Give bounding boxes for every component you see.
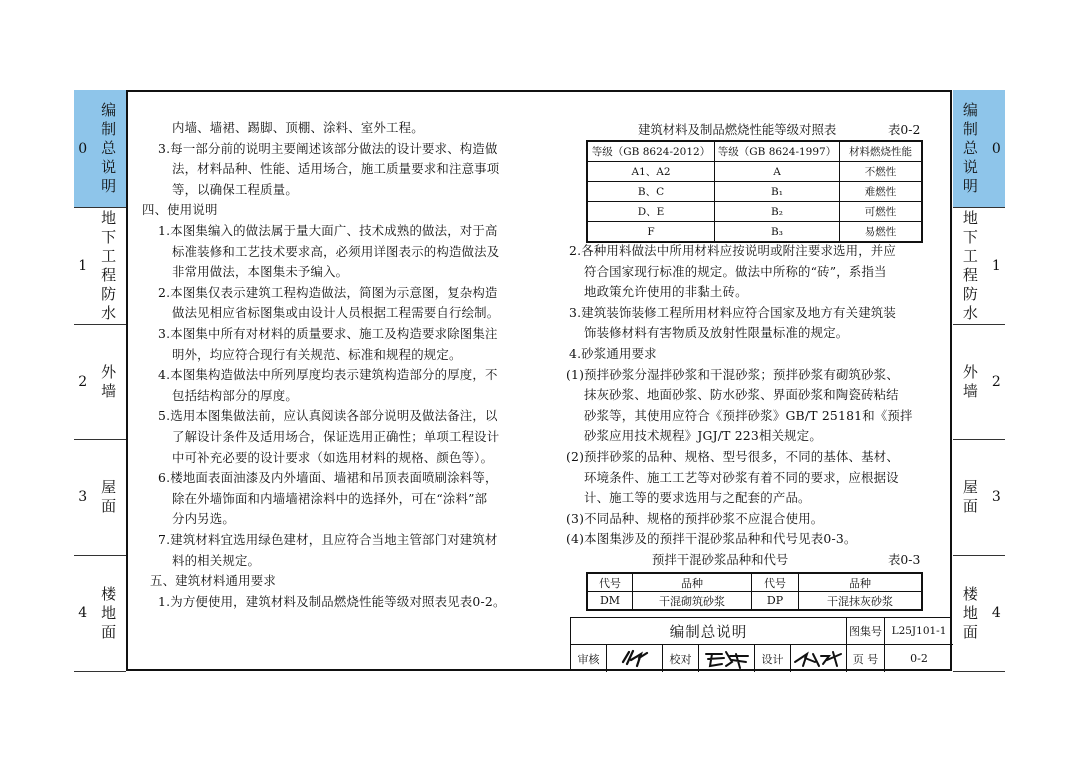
tab-label-char: 制	[101, 120, 117, 138]
fire-rating-table	[586, 140, 923, 243]
table-cell: 易燃性	[840, 222, 923, 243]
text-line: 除在外墙饰面和内墙墙裙涂料中的选择外，可在“涂料”部	[172, 490, 488, 506]
text-line: 1.为方便使用，建筑材料及制品燃烧性能等级对照表见表0-2。	[158, 593, 506, 609]
tab-label-char: 程	[962, 265, 978, 284]
tab-label-char: 明	[962, 177, 978, 195]
tab-label	[91, 363, 126, 401]
tab-label-char: 工	[101, 246, 117, 265]
text-line: 环境条件、施工工艺等对砂浆有着不同的要求，应根据设	[584, 469, 899, 485]
tab-label	[91, 585, 126, 642]
tab-label-char: 面	[101, 497, 117, 515]
review-signature	[607, 645, 663, 672]
tab-divider	[953, 324, 1005, 325]
tab-label-char: 工	[962, 246, 978, 265]
tab-label-char: 下	[101, 227, 117, 246]
table-cell: DM	[587, 592, 633, 611]
table-0-3-number: 表0-3	[888, 552, 921, 567]
tab-number: 1	[991, 257, 1001, 274]
table-row	[587, 592, 922, 611]
tab-divider	[953, 207, 1005, 208]
text-line: 包括结构部分的厚度。	[172, 387, 298, 403]
tab-number: 4	[78, 605, 88, 621]
right-tab-1[interactable]	[953, 207, 1005, 324]
tab-label-char: 编	[101, 101, 117, 119]
table-header: 品种	[799, 573, 923, 592]
tab-number: 2	[991, 373, 1001, 390]
text-line: 等，以确保工程质量。	[172, 181, 298, 197]
tab-label-char: 面	[962, 497, 978, 515]
tab-label-char: 程	[101, 265, 117, 284]
tab-label-char: 明	[101, 177, 117, 195]
tab-label-char: 墙	[962, 381, 978, 400]
table-row	[587, 162, 922, 182]
text-line: (2)预拌砂浆的品种、规格、型号很多，不同的基体、基材、	[566, 449, 899, 464]
tab-label-char: 水	[962, 303, 978, 322]
tab-label-char: 地	[962, 603, 978, 622]
text-line: 6.楼地面表面油漆及内外墙面、墙裙和吊顶表面喷刷涂料等，	[158, 470, 498, 486]
text-line: 五、建筑材料通用要求	[150, 573, 276, 589]
tab-label-char: 说	[101, 158, 117, 176]
left-tab-1[interactable]	[74, 207, 126, 324]
tab-label	[91, 101, 126, 196]
tab-divider	[74, 555, 126, 556]
table-row	[587, 202, 922, 222]
table-cell: A1、A2	[587, 162, 715, 182]
text-line: 四、使用说明	[142, 202, 218, 218]
atlas-number: L25J101-1	[885, 618, 953, 645]
drawing-title: 编制总说明	[571, 618, 847, 645]
tab-label-char: 说	[962, 158, 978, 176]
tab-label-char: 面	[101, 622, 117, 641]
tab-number: 0	[991, 140, 1001, 157]
table-row	[587, 182, 922, 202]
mortar-code-table	[586, 572, 923, 611]
table-cell: DP	[752, 592, 799, 611]
text-line: 4.本图集构造做法中所列厚度均表示建筑构造部分的厚度，不	[158, 367, 498, 383]
left-tab-2[interactable]	[74, 324, 126, 439]
tab-label-char: 面	[962, 622, 978, 641]
text-line: 4.砂浆通用要求	[569, 346, 657, 361]
design-label: 设计	[755, 645, 791, 672]
tab-number: 3	[991, 489, 1001, 505]
text-line: 内墙、墙裙、踢脚、顶棚、涂料、室外工程。	[172, 120, 424, 135]
text-line: 标准装修和工艺技术要求高，必须用详图表示的构造做法及	[172, 243, 500, 259]
table-row	[587, 222, 922, 243]
tab-divider	[953, 671, 1005, 672]
text-line: 分内另选。	[172, 511, 235, 527]
text-line: 地政策允许使用的非黏土砖。	[584, 284, 748, 300]
tab-label-char: 楼	[962, 584, 978, 603]
table-header: 代号	[587, 573, 633, 592]
tab-label	[91, 209, 126, 323]
tab-label-char: 总	[101, 139, 117, 157]
table-header: 等级（GB 8624-1997）	[715, 141, 840, 162]
tab-label	[953, 101, 988, 196]
tab-label-char: 墙	[101, 381, 117, 400]
table-cell: B、C	[587, 182, 715, 202]
text-line: 做法见相应省标图集或由设计人员根据工程需要自行绘制。	[172, 305, 500, 321]
tab-label-char: 外	[962, 362, 978, 381]
text-line: 2.本图集仅表示建筑工程构造做法，简图为示意图，复杂构造	[158, 284, 498, 300]
table-cell: A	[715, 162, 840, 182]
text-line: 法，材料品种、性能、适用场合，施工质量要求和注意事项	[172, 161, 500, 177]
table-cell: 干混抹灰砂浆	[799, 592, 923, 611]
tab-label-char: 屋	[962, 478, 978, 496]
text-line: 符合国家现行标准的规定。做法中所称的“砖”，系指当	[584, 263, 887, 279]
tab-number: 2	[78, 373, 88, 390]
table-cell: B₃	[715, 222, 840, 243]
tab-label-char: 地	[101, 603, 117, 622]
page-label: 页 号	[847, 645, 885, 672]
text-line: 非常用做法，本图集未予编入。	[172, 264, 349, 280]
tab-label	[953, 585, 988, 642]
text-line: 抹灰砂浆、地面砂浆、防水砂浆、界面砂浆和陶瓷砖粘结	[584, 387, 899, 403]
text-line: (1)预拌砂浆分湿拌砂浆和干混砂浆；预拌砂浆有砌筑砂浆、	[566, 366, 899, 382]
tab-divider	[74, 439, 126, 440]
tab-label	[91, 478, 126, 516]
table-cell: D、E	[587, 202, 715, 222]
tab-label-char: 编	[962, 101, 978, 119]
check-label: 校对	[663, 645, 699, 672]
tab-label-char: 总	[962, 139, 978, 157]
tab-label-char: 楼	[101, 584, 117, 603]
tab-label	[953, 478, 988, 516]
table-0-2-title: 建筑材料及制品燃烧性能等级对照表	[638, 122, 837, 137]
tab-number: 0	[78, 140, 88, 157]
text-line: 了解设计条件及适用场合，保证选用正确性；单项工程设计	[172, 429, 500, 444]
tab-number: 4	[991, 605, 1001, 621]
table-cell: 不燃性	[840, 162, 923, 182]
check-signature	[699, 645, 755, 672]
right-tab-4[interactable]	[953, 555, 1005, 671]
tab-label-char: 防	[962, 284, 978, 303]
table-header: 品种	[633, 573, 752, 592]
text-line: (4)本图集涉及的预拌干混砂浆品种和代号见表0-3。	[566, 531, 857, 547]
text-line: 砂浆应用技术规程》JGJ/T 223相关规定。	[584, 428, 822, 444]
table-header: 代号	[752, 573, 799, 592]
tab-divider	[74, 671, 126, 672]
text-line: 饰装修材料有害物质及放射性限量标准的规定。	[584, 325, 849, 341]
text-line: 3.本图集中所有对材料的质量要求、施工及构造要求除图集注	[158, 326, 498, 341]
tab-divider	[74, 324, 126, 325]
tab-divider	[953, 555, 1005, 556]
text-line: 3.每一部分前的说明主要阐述该部分做法的设计要求、构造做	[158, 140, 498, 156]
tab-label-char: 制	[962, 120, 978, 138]
table-cell: 可燃性	[840, 202, 923, 222]
table-cell: B₁	[715, 182, 840, 202]
tab-divider	[74, 207, 126, 208]
title-block	[570, 617, 952, 671]
table-0-2-number: 表0-2	[888, 122, 921, 137]
tab-label-char: 地	[962, 208, 978, 227]
atlas-label: 图集号	[847, 618, 885, 645]
tab-label-char: 外	[101, 362, 117, 381]
table-header: 等级（GB 8624-2012）	[587, 141, 715, 162]
table-cell: 难燃性	[840, 182, 923, 202]
text-line: 3.建筑装饰装修工程所用材料应符合国家及地方有关建筑装	[569, 304, 896, 320]
text-line: 料的相关规定。	[172, 552, 261, 568]
text-line: 计、施工等的要求选用与之配套的产品。	[584, 490, 811, 506]
left-tab-3[interactable]	[74, 439, 126, 555]
right-tab-2[interactable]	[953, 324, 1005, 439]
tab-label-char: 屋	[101, 478, 117, 496]
table-cell: 干混砌筑砂浆	[633, 592, 752, 611]
tab-label-char: 防	[101, 284, 117, 303]
text-line: 2.各种用料做法中所用材料应按说明或附注要求选用，并应	[569, 243, 896, 258]
table-cell: B₂	[715, 202, 840, 222]
text-line: (3)不同品种、规格的预拌砂浆不应混合使用。	[566, 510, 824, 526]
tab-number: 3	[78, 489, 88, 505]
text-line: 5.选用本图集做法前，应认真阅读各部分说明及做法备注，以	[158, 408, 498, 424]
tab-label	[953, 363, 988, 401]
page-number: 0-2	[910, 652, 928, 665]
tab-label-char: 地	[101, 208, 117, 227]
right-tab-3[interactable]	[953, 439, 1005, 555]
table-header: 材料燃烧性能	[840, 141, 923, 162]
text-line: 明外，均应符合现行有关规范、标准和规程的规定。	[172, 346, 462, 362]
left-tab-4[interactable]	[74, 555, 126, 671]
table-0-3-title: 预拌干混砂浆品种和代号	[652, 552, 789, 567]
tab-divider	[953, 439, 1005, 440]
tab-label-char: 下	[962, 227, 978, 246]
text-line: 中可补充必要的设计要求（如选用材料的规格、颜色等）。	[172, 449, 494, 465]
text-line: 7.建筑材料宜选用绿色建材，且应符合当地主管部门对建筑材	[158, 532, 498, 547]
text-line: 1.本图集编入的做法属于量大面广、技术成熟的做法，对于高	[158, 223, 498, 238]
table-cell: F	[587, 222, 715, 243]
tab-number: 1	[78, 257, 88, 274]
left-tab-0[interactable]	[74, 90, 126, 207]
right-tab-0[interactable]	[953, 90, 1005, 207]
tab-label	[953, 209, 988, 323]
tab-label-char: 水	[101, 303, 117, 322]
design-signature	[791, 645, 847, 672]
review-label: 审核	[571, 645, 607, 672]
text-line: 砂浆等，其使用应符合《预拌砂浆》GB/T 25181和《预拌	[584, 407, 913, 423]
